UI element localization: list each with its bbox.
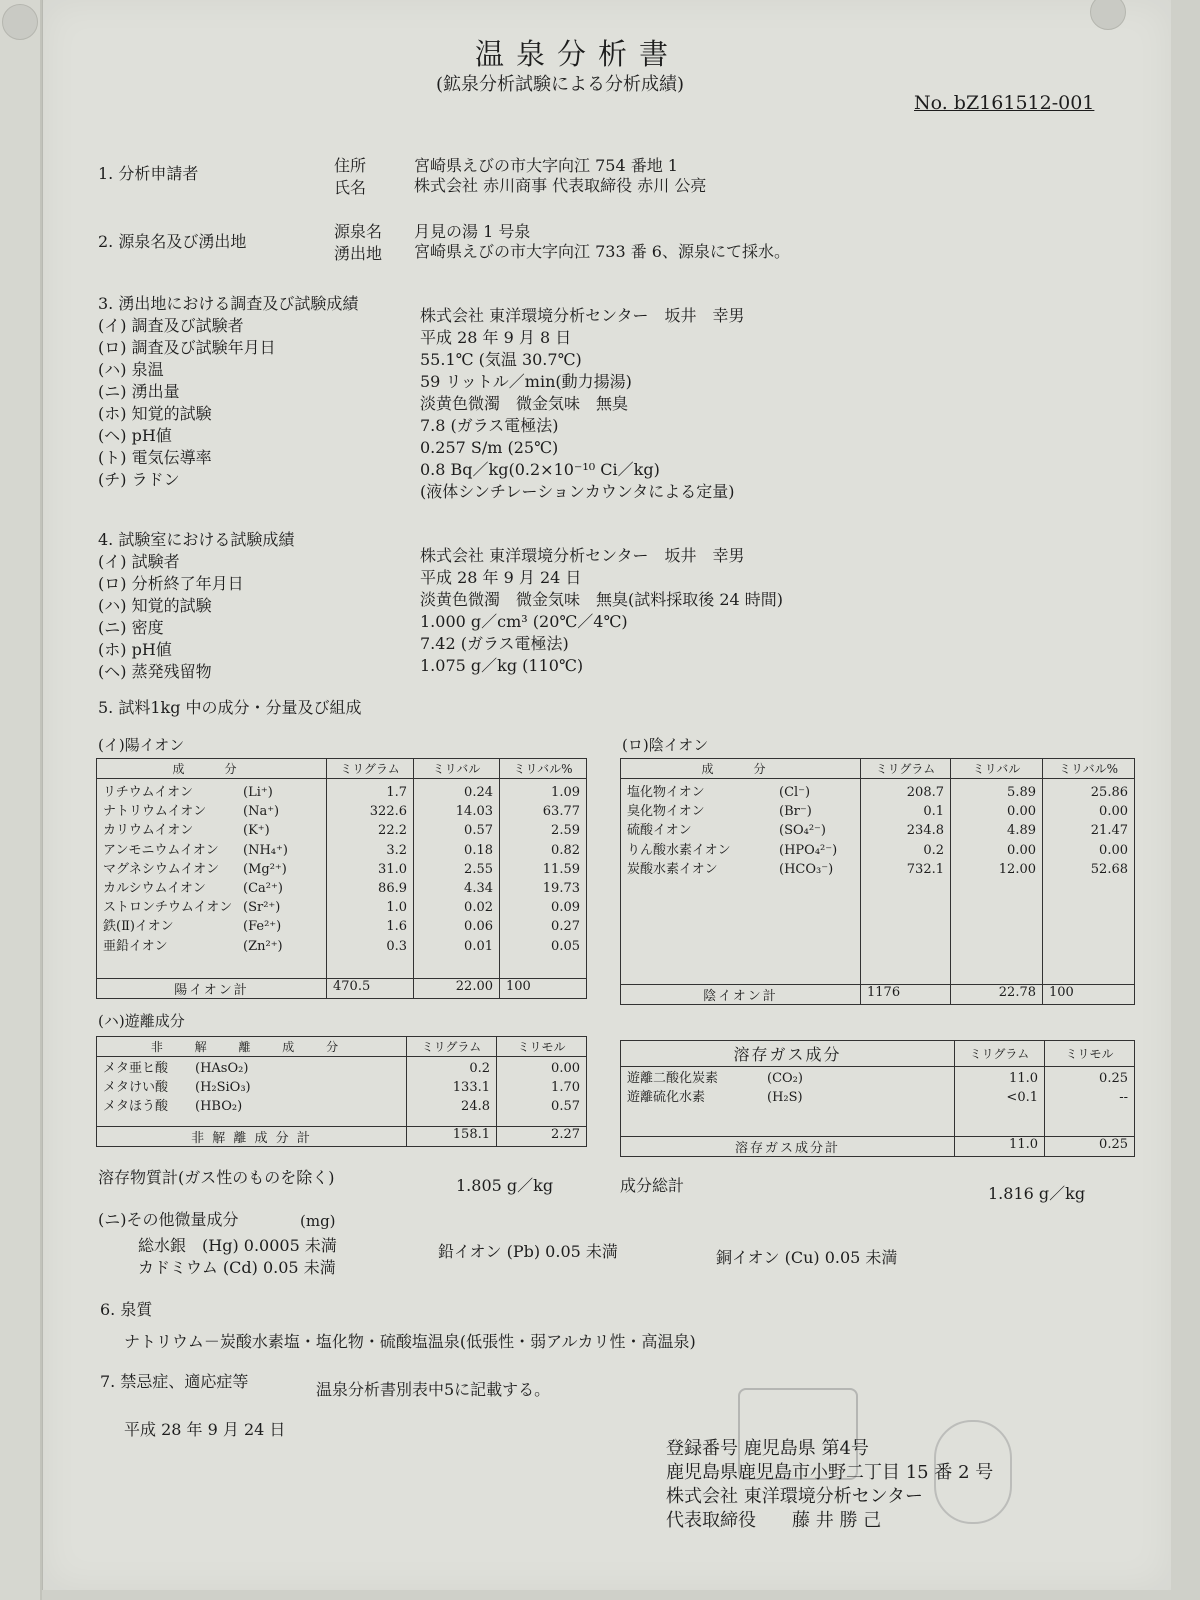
mg-value: 234.8 (906, 823, 944, 839)
document-subtitle: (鉱泉分析試験による分析成績) (436, 74, 685, 95)
ion-name: カリウムイオン (103, 823, 194, 839)
column-header-mval-pct: ミリバル% (500, 759, 587, 779)
mval-pct-value: 52.68 (1090, 861, 1128, 877)
gas-name-column (621, 1067, 955, 1137)
applicant-address: 宮崎県えびの市大字向江 754 番地 1 (414, 156, 678, 175)
column-header-mg: ミリグラム (861, 759, 951, 779)
ion-formula: (Zn²⁺) (243, 938, 283, 954)
table-row (103, 821, 320, 840)
column-header-mval: ミリバル (951, 759, 1043, 779)
mval-value: 5.89 (1007, 785, 1036, 800)
ion-formula: (Fe²⁺) (243, 919, 282, 935)
ion-name: カルシウムイオン (103, 880, 206, 896)
ion-formula: (K⁺) (243, 823, 270, 839)
cation-mg-column (327, 779, 414, 979)
column-header-mval-pct: ミリバル% (1043, 759, 1135, 779)
mval-value: 14.03 (455, 804, 493, 820)
field-item-key: (ロ) 調査及び試験年月日 (98, 338, 276, 357)
column-header-mg: ミリグラム (407, 1037, 497, 1057)
ion-name: マグネシウムイオン (103, 861, 220, 877)
mg-value: 31.0 (378, 861, 407, 877)
anion-table-title: (ロ)陰イオン (622, 736, 709, 754)
lab-item-key: (ホ) pH値 (98, 640, 172, 659)
applicant-address-key: 住所 (334, 156, 367, 175)
column-header-mg: ミリグラム (327, 759, 414, 779)
issuer-address: 鹿児島県鹿児島市小野二丁目 15 番 2 号 (666, 1462, 994, 1483)
ion-formula: (SO₄²⁻) (779, 823, 826, 839)
applicant-name-key: 氏名 (334, 178, 367, 197)
mval-pct-value: 0.82 (551, 842, 580, 858)
lab-item-key: (ヘ) 蒸発残留物 (98, 662, 212, 681)
mval-value: 0.00 (1007, 842, 1036, 858)
mval-value: 0.18 (464, 842, 493, 858)
trace-lead: 鉛イオン (Pb) 0.05 未満 (438, 1242, 618, 1261)
applicant-name: 株式会社 赤川商事 代表取締役 赤川 公亮 (414, 176, 707, 195)
field-item-key: (ハ) 泉温 (98, 360, 164, 379)
mval-value: 0.57 (464, 823, 493, 839)
grand-total-value: 1.816 g／kg (988, 1184, 1086, 1203)
mval-value: 0.00 (1007, 804, 1036, 820)
total-pct: 100 (500, 979, 587, 999)
nondiss-mmol-column (497, 1057, 587, 1127)
table-row (103, 937, 320, 956)
anion-table (620, 758, 1135, 1005)
ion-name: 鉄(Ⅱ)イオン (103, 919, 174, 935)
trace-cadmium: カドミウム (Cd) 0.05 未満 (138, 1258, 336, 1277)
field-item-value: 0.8 Bq／kg(0.2×10⁻¹⁰ Ci／kg) (420, 460, 660, 479)
ion-formula: (Mg²⁺) (243, 861, 287, 877)
section-source-label: 2. 源泉名及び湧出地 (98, 232, 247, 251)
anion-pct-column (1043, 779, 1135, 985)
source-name: 月見の湯 1 号泉 (414, 222, 531, 241)
table-row (627, 1088, 948, 1107)
field-item-key: (チ) ラドン (98, 470, 180, 489)
column-header-component: 成 分 (97, 759, 327, 779)
ion-formula: (Sr²⁺) (243, 900, 281, 916)
component-name: メタけい酸 (103, 1080, 169, 1096)
mval-pct-value: 25.86 (1090, 785, 1128, 800)
cation-mval-column (414, 779, 500, 979)
total-mg: 1176 (861, 985, 951, 1005)
nondissociated-table (96, 1036, 587, 1147)
dissolved-gas-header: 溶存ガス成分 (621, 1041, 955, 1067)
source-location: 宮崎県えびの市大字向江 733 番 6、源泉にて採水。 (414, 242, 790, 261)
dissolved-gas-table (620, 1040, 1135, 1157)
issuer-representative: 代表取締役 藤 井 勝 己 (666, 1510, 882, 1531)
table-row (627, 802, 854, 821)
mg-value: 0.1 (923, 804, 944, 820)
ion-name: 塩化物イオン (627, 785, 705, 800)
field-item-value: 55.1℃ (気温 30.7℃) (420, 350, 582, 369)
field-item-value: 7.8 (ガラス電極法) (420, 416, 559, 435)
nondissociated-header: 非 解 離 成 分 (97, 1037, 407, 1057)
ion-formula: (NH₄⁺) (243, 842, 288, 858)
trace-unit: (mg) (300, 1212, 336, 1230)
pin-top-left (2, 4, 38, 40)
table-row (103, 1059, 400, 1078)
field-item-value: 59 リットル／min(動力揚湯) (420, 372, 632, 391)
dissolved-total-label: 溶存物質計(ガス性のものを除く) (98, 1168, 335, 1187)
mg-value: 1.6 (386, 919, 407, 935)
component-formula: (HBO₂) (195, 1099, 243, 1115)
component-formula: (H₂SiO₃) (195, 1080, 251, 1096)
ion-name: リチウムイオン (103, 785, 193, 800)
ion-formula: (Na⁺) (243, 804, 280, 820)
mval-pct-value: 0.09 (551, 900, 580, 916)
mval-value: 0.24 (464, 785, 493, 800)
mg-value: 86.9 (378, 880, 407, 896)
ion-formula: (HCO₃⁻) (779, 861, 834, 877)
column-header-mmol: ミリモル (497, 1037, 587, 1057)
ion-name: りん酸水素イオン (627, 842, 731, 858)
table-row (627, 860, 854, 879)
lab-item-key: (ハ) 知覚的試験 (98, 596, 212, 615)
ion-formula: (Ca²⁺) (243, 880, 283, 896)
field-item-key: (イ) 調査及び試験者 (98, 316, 244, 335)
section-spring-type-label: 6. 泉質 (100, 1300, 153, 1319)
mval-pct-value: 2.59 (551, 823, 580, 839)
mval-pct-value: 0.00 (1099, 842, 1128, 858)
mg-value: 0.2 (923, 842, 944, 858)
grand-total-label: 成分総計 (620, 1176, 685, 1195)
trace-components-label: (ニ)その他微量成分 (98, 1210, 239, 1229)
mg-value: 0.2 (469, 1061, 490, 1076)
lab-item-value: 1.075 g／kg (110℃) (420, 656, 584, 675)
field-item-value: 0.257 S/m (25℃) (420, 438, 559, 457)
document-number: No. bZ161512-001 (914, 92, 1095, 114)
field-item-key: (ニ) 湧出量 (98, 382, 180, 401)
source-name-key: 源泉名 (334, 222, 383, 241)
table-row (103, 1097, 400, 1116)
gas-formula: (CO₂) (767, 1071, 803, 1086)
lab-item-key: (ロ) 分析終了年月日 (98, 574, 244, 593)
table-row (103, 802, 320, 821)
lab-item-value: 淡黄色微濁 微金気味 無臭(試料採取後 24 時間) (420, 590, 784, 609)
mval-pct-value: 0.27 (551, 919, 580, 935)
radon-method-note: (液体シンチレーションカウンタによる定量) (420, 482, 735, 501)
total-label: 陰イオン計 (621, 985, 861, 1005)
issuer-company: 株式会社 東洋環境分析センター (666, 1486, 924, 1507)
total-mmol: 2.27 (497, 1127, 587, 1147)
mg-value: 208.7 (906, 785, 944, 800)
table-row (627, 783, 854, 802)
gas-formula: (H₂S) (767, 1090, 803, 1106)
field-item-key: (ヘ) pH値 (98, 426, 172, 445)
field-item-value: 株式会社 東洋環境分析センター 坂井 幸男 (420, 306, 745, 325)
total-label: 非 解 離 成 分 計 (97, 1127, 407, 1147)
column-header-mval: ミリバル (414, 759, 500, 779)
mg-value: 322.6 (369, 804, 407, 820)
mval-value: 0.01 (464, 938, 493, 954)
table-row (103, 841, 320, 860)
mmol-value: 1.70 (551, 1080, 580, 1096)
table-row (103, 917, 320, 936)
lab-item-value: 平成 28 年 9 月 24 日 (420, 568, 582, 587)
column-header-component: 成 分 (621, 759, 861, 779)
nondiss-name-column (97, 1057, 407, 1127)
ion-name: 臭化物イオン (627, 804, 705, 820)
gas-name: 遊離硫化水素 (627, 1090, 706, 1106)
mval-pct-value: 63.77 (542, 804, 580, 820)
table-row (627, 821, 854, 840)
component-name: メタほう酸 (103, 1099, 169, 1115)
mg-value: 3.2 (386, 842, 407, 858)
cation-table (96, 758, 587, 999)
mg-value: 24.8 (461, 1099, 490, 1115)
mval-value: 4.89 (1007, 823, 1036, 839)
field-item-value: 淡黄色微濁 微金気味 無臭 (420, 394, 629, 413)
total-pct: 100 (1043, 985, 1135, 1005)
total-mmol: 0.25 (1045, 1137, 1135, 1157)
mval-pct-value: 1.09 (551, 785, 580, 800)
table-row (103, 860, 320, 879)
mval-pct-value: 0.00 (1099, 804, 1128, 820)
mg-value: 11.0 (1009, 1071, 1038, 1086)
table-row (627, 1069, 948, 1088)
lab-item-value: 1.000 g／cm³ (20℃／4℃) (420, 612, 628, 631)
indications-value: 温泉分析書別表中5に記載する。 (316, 1380, 551, 1399)
mval-value: 12.00 (998, 861, 1036, 877)
mval-pct-value: 0.05 (551, 938, 580, 954)
section-field-test-label: 3. 湧出地における調査及び試験成績 (98, 294, 359, 313)
mg-value: 732.1 (906, 861, 944, 877)
mval-pct-value: 19.73 (542, 880, 580, 896)
section-lab-test-label: 4. 試験室における試験成績 (98, 530, 295, 549)
total-mg: 158.1 (407, 1127, 497, 1147)
nondiss-total-row (97, 1127, 587, 1147)
section-composition-label: 5. 試料1kg 中の成分・分量及び組成 (98, 698, 362, 717)
lab-item-key: (ニ) 密度 (98, 618, 164, 637)
mval-value: 0.06 (464, 919, 493, 935)
table-row (103, 783, 320, 802)
ion-name: 硫酸イオン (627, 823, 692, 839)
mval-pct-value: 21.47 (1090, 823, 1128, 839)
mmol-value: -- (1119, 1090, 1128, 1106)
lab-item-value: 7.42 (ガラス電極法) (420, 634, 569, 653)
mg-value: 133.1 (452, 1080, 490, 1096)
cation-pct-column (500, 779, 587, 979)
ion-formula: (Br⁻) (779, 804, 812, 820)
free-components-title: (ハ)遊離成分 (98, 1012, 185, 1030)
column-header-mg: ミリグラム (955, 1041, 1045, 1067)
total-mval: 22.78 (951, 985, 1043, 1005)
mval-value: 2.55 (464, 861, 493, 877)
ion-formula: (Li⁺) (243, 785, 273, 800)
ion-name: アンモニウムイオン (103, 842, 219, 858)
mg-value: 1.0 (386, 900, 407, 916)
mmol-value: 0.57 (551, 1099, 580, 1115)
lab-item-value: 株式会社 東洋環境分析センター 坂井 幸男 (420, 546, 745, 565)
table-row (103, 1078, 400, 1097)
ion-name: 炭酸水素イオン (627, 861, 718, 877)
column-header-mmol: ミリモル (1045, 1041, 1135, 1067)
table-row (103, 898, 320, 917)
anion-total-row (621, 985, 1135, 1005)
field-item-value: 平成 28 年 9 月 8 日 (420, 328, 572, 347)
ion-formula: (Cl⁻) (779, 785, 811, 800)
gas-mg-column (955, 1067, 1045, 1137)
ion-name: 亜鉛イオン (103, 938, 168, 954)
mval-pct-value: 11.59 (542, 861, 580, 877)
anion-mval-column (951, 779, 1043, 985)
mg-value: 22.2 (378, 823, 407, 839)
field-item-key: (ト) 電気伝導率 (98, 448, 212, 467)
spring-type-value: ナトリウム－炭酸水素塩・塩化物・硫酸塩温泉(低張性・弱アルカリ性・高温泉) (124, 1332, 696, 1351)
table-row (627, 841, 854, 860)
gas-total-row (621, 1137, 1135, 1157)
ion-name: ナトリウムイオン (103, 804, 207, 820)
trace-copper: 銅イオン (Cu) 0.05 未満 (716, 1248, 898, 1267)
component-formula: (HAsO₂) (195, 1061, 249, 1076)
mmol-value: 0.25 (1099, 1071, 1128, 1086)
anion-mg-column (861, 779, 951, 985)
cation-total-row (97, 979, 587, 999)
mval-value: 4.34 (464, 880, 493, 896)
mg-value: 1.7 (386, 785, 407, 800)
issuer-registration: 登録番号 鹿児島県 第4号 (666, 1438, 869, 1459)
nondiss-mg-column (407, 1057, 497, 1127)
issue-date: 平成 28 年 9 月 24 日 (124, 1420, 286, 1439)
section-indications-label: 7. 禁忌症、適応症等 (100, 1372, 249, 1391)
total-mg: 11.0 (955, 1137, 1045, 1157)
total-label: 陽イオン計 (97, 979, 327, 999)
dissolved-total-value: 1.805 g／kg (456, 1176, 554, 1195)
field-item-key: (ホ) 知覚的試験 (98, 404, 212, 423)
cation-name-column (97, 779, 327, 979)
gas-mmol-column (1045, 1067, 1135, 1137)
cation-table-title: (イ)陽イオン (98, 736, 185, 754)
gas-name: 遊離二酸化炭素 (627, 1071, 719, 1086)
total-label: 溶存ガス成分計 (621, 1137, 955, 1157)
total-mg: 470.5 (327, 979, 414, 999)
source-location-key: 湧出地 (334, 244, 383, 263)
mval-value: 0.02 (464, 900, 493, 916)
ion-formula: (HPO₄²⁻) (779, 842, 838, 858)
ion-name: ストロンチウムイオン (103, 900, 233, 916)
component-name: メタ亜ヒ酸 (103, 1061, 169, 1076)
table-row (103, 879, 320, 898)
total-mval: 22.00 (414, 979, 500, 999)
trace-mercury: 総水銀 (Hg) 0.0005 未満 (138, 1236, 337, 1255)
mmol-value: 0.00 (551, 1061, 580, 1076)
lab-item-key: (イ) 試験者 (98, 552, 180, 571)
adjacent-sheet-edge (0, 0, 42, 1600)
mg-value: <0.1 (1006, 1090, 1038, 1106)
anion-name-column (621, 779, 861, 985)
document-title: 温泉分析書 (475, 37, 681, 71)
section-applicant-label: 1. 分析申請者 (98, 164, 199, 183)
mg-value: 0.3 (386, 938, 407, 954)
